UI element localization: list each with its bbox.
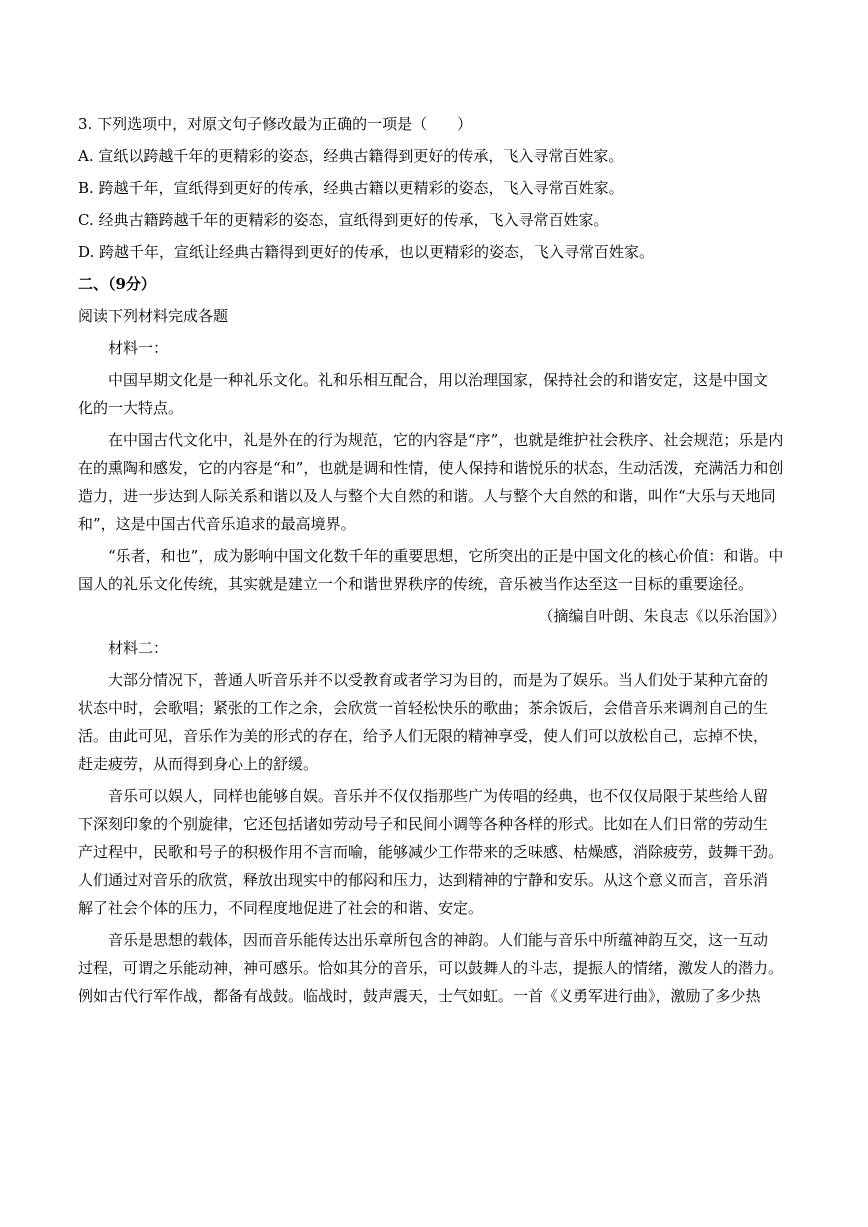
- paragraph-line: 和”，这是中国古代音乐追求的最高境界。: [78, 515, 356, 533]
- material-2-paragraph-2: [78, 782, 794, 922]
- question-3-stem: 3. 下列选项中，对原文句子修改最为正确的一项是（ ）: [78, 115, 473, 133]
- document-page: [78, 110, 794, 1014]
- paragraph-line: 造力，进一步达到人际关系和谐以及人与整个大自然的和谐。人与整个大自然的和谐，叫作“大乐与天地同: [78, 487, 776, 505]
- paragraph-line: 人们通过对音乐的欣赏，释放出现实中的郁闷和压力，达到精神的宁静和安乐。从这个意义而言，音乐消: [78, 871, 769, 889]
- paragraph-line: 过程，可谓之乐能动神，神可感乐。恰如其分的音乐，可以鼓舞人的斗志，提振人的情绪，激发人的潜力。: [78, 959, 784, 977]
- option-a: A. 宣纸以跨越千年的更精彩的姿态，经典古籍得到更好的传承，飞入寻常百姓家。: [78, 147, 624, 165]
- material-1-source: （摘编自叶朗、朱良志《以乐治国》）: [538, 607, 786, 625]
- section-instruction: 阅读下列材料完成各题: [78, 307, 229, 325]
- paragraph-line: 音乐是思想的载体，因而音乐能传达出乐章所包含的神韵。人们能与音乐中所蕴神韵互交，这一互动: [108, 931, 769, 949]
- material-2-paragraph-3: [78, 926, 794, 1010]
- paragraph-line: 中国早期文化是一种礼乐文化。礼和乐相互配合，用以治理国家，保持社会的和谐安定，这是中国文: [108, 371, 769, 389]
- paragraph-line: 解了社会个体的压力，不同程度地促进了社会的和谐、安定。: [78, 899, 484, 917]
- paragraph-line: 赶走疲劳，从而得到身心上的舒缓。: [78, 755, 319, 773]
- paragraph-line: 在的熏陶和感发，它的内容是“和”，也就是调和性情，使人保持和谐悦乐的状态，生动活泼，充满活力和创: [78, 459, 784, 477]
- paragraph-line: 活。由此可见，音乐作为美的形式的存在，给予人们无限的精神享受，使人们可以放松自己，忘掉不快，: [78, 727, 769, 745]
- material-2-paragraph-1: [78, 666, 794, 778]
- option-d: D. 跨越千年，宣纸让经典古籍得到更好的传承，也以更精彩的姿态，飞入寻常百姓家。: [78, 243, 655, 261]
- paragraph-line: 状态中时，会歌唱；紧张的工作之余，会欣赏一首轻松快乐的歌曲；茶余饭后，会借音乐来调剂自己的生: [78, 699, 769, 717]
- material-1-label: 材料一：: [108, 339, 169, 357]
- material-1-paragraph-1: [78, 366, 794, 422]
- paragraph-line: 化的一大特点。: [78, 399, 184, 417]
- section-heading: 二、（9分）: [78, 275, 156, 293]
- paragraph-line: “乐者，和也”，成为影响中国文化数千年的重要思想，它所突出的正是中国文化的核心价值：和谐。中: [108, 547, 784, 565]
- paragraph-line: 下深刻印象的个别旋律，它还包括诸如劳动号子和民间小调等各种各样的形式。比如在人们日常的劳动生: [78, 815, 769, 833]
- material-1-paragraph-2: [78, 426, 794, 538]
- material-2-label: 材料二：: [108, 639, 169, 657]
- paragraph-line: 国人的礼乐文化传统，其实就是建立一个和谐世界秩序的传统，音乐被当作达至这一目标的重要途径。: [78, 575, 754, 593]
- paragraph-line: 在中国古代文化中，礼是外在的行为规范，它的内容是“序”，也就是维护社会秩序、社会规范；乐是内: [108, 431, 784, 449]
- paragraph-line: 大部分情况下，普通人听音乐并不以受教育或者学习为目的，而是为了娱乐。当人们处于某种亢奋的: [108, 671, 769, 689]
- paragraph-line: 音乐可以娱人，同样也能够自娱。音乐并不仅仅指那些广为传唱的经典，也不仅仅局限于某些给人留: [108, 787, 769, 805]
- material-1-paragraph-3: [78, 542, 794, 598]
- option-c: C. 经典古籍跨越千年的更精彩的姿态，宣纸得到更好的传承，飞入寻常百姓家。: [78, 211, 609, 229]
- paragraph-line: 例如古代行军作战，都备有战鼓。临战时，鼓声震天，士气如虹。一首《义勇军进行曲》，激励了多少热: [78, 987, 761, 1005]
- option-b: B. 跨越千年，宣纸得到更好的传承，经典古籍以更精彩的姿态，飞入寻常百姓家。: [78, 179, 624, 197]
- paragraph-line: 产过程中，民歌和号子的积极作用不言而喻，能够减少工作带来的乏味感、枯燥感，消除疲劳，鼓舞干劲。: [78, 843, 784, 861]
